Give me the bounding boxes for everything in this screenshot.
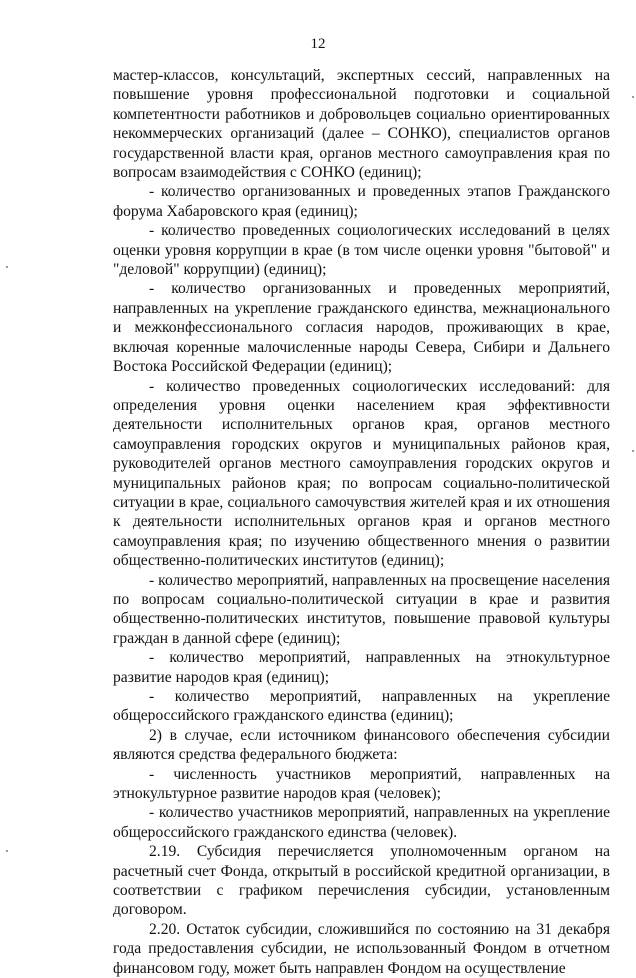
list-item-ethnocultural-participants: - численность участников мероприятий, направленных на этнокультурное развитие народов края (человек); [113,765,610,803]
scan-speck [6,266,8,268]
paragraph-2-20: 2.20. Остаток субсидии, сложившийся по состоянию на 31 декабря года предоставления субсидии, не использованный Фондом в отчетном финансовом году, может быть направлен Фондом на осуществление [113,920,610,977]
list-item-unity-participants: - количество участников мероприятий, направленных на укрепление общероссийского гражданского единства (человек). [113,804,610,841]
list-item-education-events: - количество мероприятий, направленных на просвещение населения по вопросам социально-политической ситуации в крае и развития общественно-политических институтов, повышение правовой культуры граждан в данной сфере (единиц); [113,571,610,647]
list-item-civic-unity-events: - количество организованных и проведенных мероприятий, направленных на укрепление гражданского единства, межнационального и межконфессионального согласия народов, проживающих в крае, включая коренные малочисленные народы Севера, Сибири и Дальнего Востока Российской Федерации (единиц); [113,280,610,376]
scan-speck [632,450,634,452]
scan-speck [632,96,634,98]
document-body [113,66,610,978]
paragraph-continuation: мастер-классов, консультаций, экспертных сессий, направленных на повышение уровня профессиональной подготовки и социальной компетентности работников и добровольцев социально ориентированных некоммерческих организаций (далее – СОНКО), специалистов органов государственной власти края, органов местного самоуправления края по вопросам взаимодействия с СОНКО (единиц); [113,67,610,182]
list-item-all-russian-unity-events: - количество мероприятий, направленных на укрепление общероссийского гражданского единства (единиц); [113,688,610,725]
list-item-corruption-research: - количество проведенных социологических исследований в целях оценки уровня коррупции в крае (в том числе оценки уровня "бытовой" и "деловой" коррупции) (единиц); [113,222,610,279]
scan-speck [6,850,8,852]
page-number: 12 [310,36,326,52]
list-item-ethnocultural-events: - количество мероприятий, направленных на этнокультурное развитие народов края (единиц); [113,649,610,686]
paragraph-2-19: 2.19. Субсидия перечисляется уполномоченным органом на расчетный счет Фонда, открытый в российской кредитной организации, в соответствии с графиком перечисления субсидии, установленным договором. [113,843,610,919]
paragraph-federal-budget-case: 2) в случае, если источником финансового обеспечения субсидии являются средства федерального бюджета: [113,726,610,764]
list-item-sociological-research: - количество проведенных социологических исследований: для определения уровня оценки населением края эффективности деятельности исполнительных органов края, органов местного самоуправления городских округов и муниципальных районов края, руководителей органов местного самоуправления городских округов и муниципальных районов края; по вопросам социально-политической ситуации в крае, социального самочувствия жителей края и их отношения к деятельности исполнительных органов края и органов местного самоуправления края; по изучению общественного мнения о развитии общественно-политических институтов (единиц); [113,377,610,570]
list-item-forum-stages: - количество организованных и проведенных этапов Гражданского форума Хабаровского края (единиц); [113,183,610,220]
